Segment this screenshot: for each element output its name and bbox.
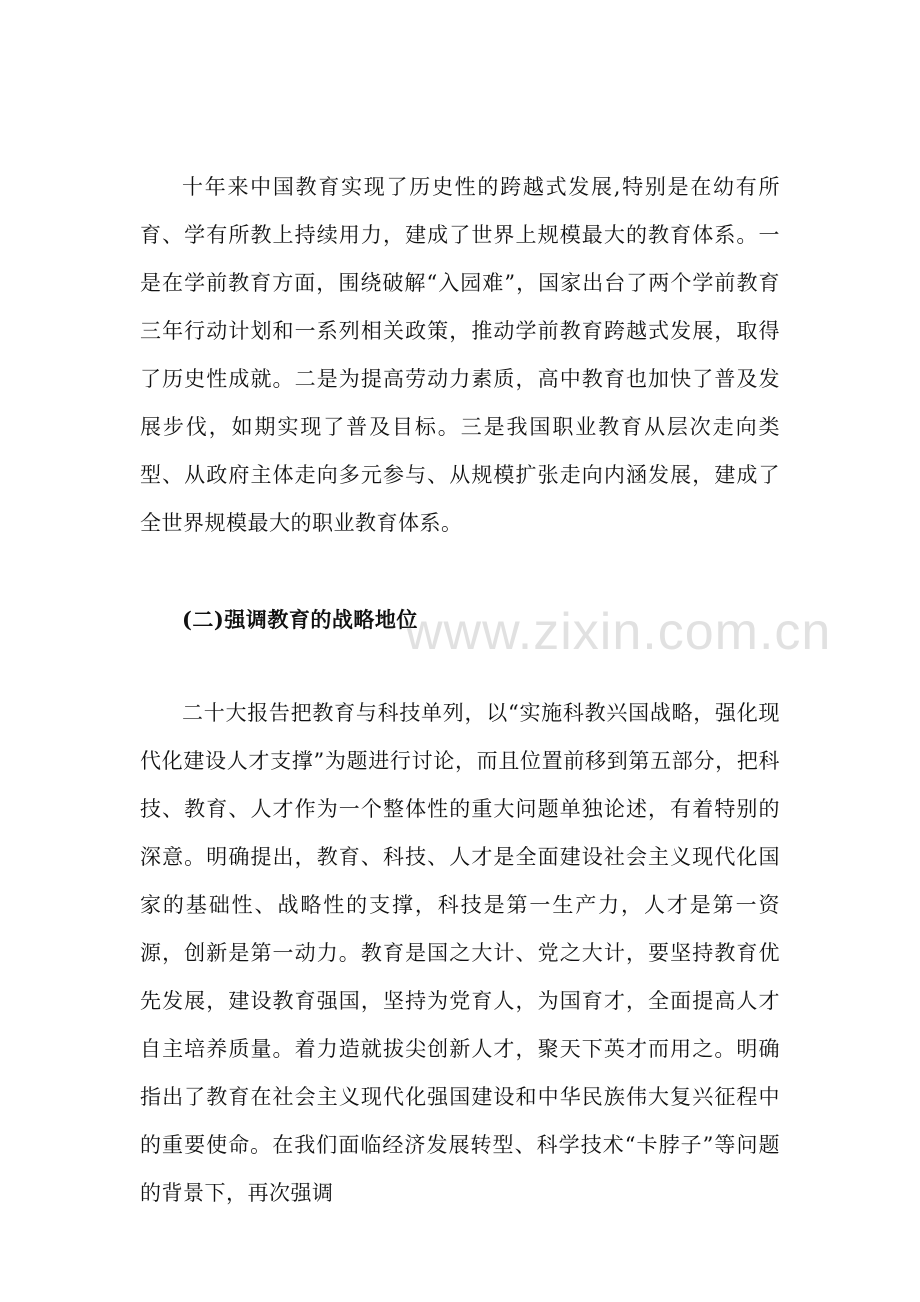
body-paragraph-2: 二十大报告把教育与科技单列，以“实施科教兴国战略，强化现代化建设人才支撑”为题进行讨论，而且位置前移到第五部分，把科技、教育、人才作为一个整体性的重大问题单独论述，有着特别的深意。明确提出，教育、科技、人才是全面建设社会主义现代化国家的基础性、战略性的支撑，科技是第一生产力，人才是第一资源，创新是第一动力。教育是国之大计、党之大计，要坚持教育优先发展，建设教育强国，坚持为党育人，为国育才，全面提高人才自主培养质量。着力造就拔尖创新人才，聚天下英才而用之。明确指出了教育在社会主义现代化强国建设和中华民族伟大复兴征程中的重要使命。在我们面临经济发展转型、科学技术“卡脖子”等问题的背景下，再次强调: [140, 701, 780, 1205]
watermark-text: www.zixin.com.cn: [405, 603, 832, 661]
section-heading: (二)强调教育的战略地位: [182, 607, 418, 632]
body-paragraph-1: 十年来中国教育实现了历史性的跨越式发展,特别是在幼有所育、学有所教上持续用力，建成了世界上规模最大的教育体系。一是在学前教育方面，围绕破解“入园难”，国家出台了两个学前教育三年行动计划和一系列相关政策，推动学前教育跨越式发展，取得了历史性成就。二是为提高劳动力素质，高中教育也加快了普及发展步伐，如期实现了普及目标。三是我国职业教育从层次走向类型、从政府主体走向多元参与、从规模扩张走向内涵发展，建成了全世界规模最大的职业教育体系。: [140, 175, 780, 535]
